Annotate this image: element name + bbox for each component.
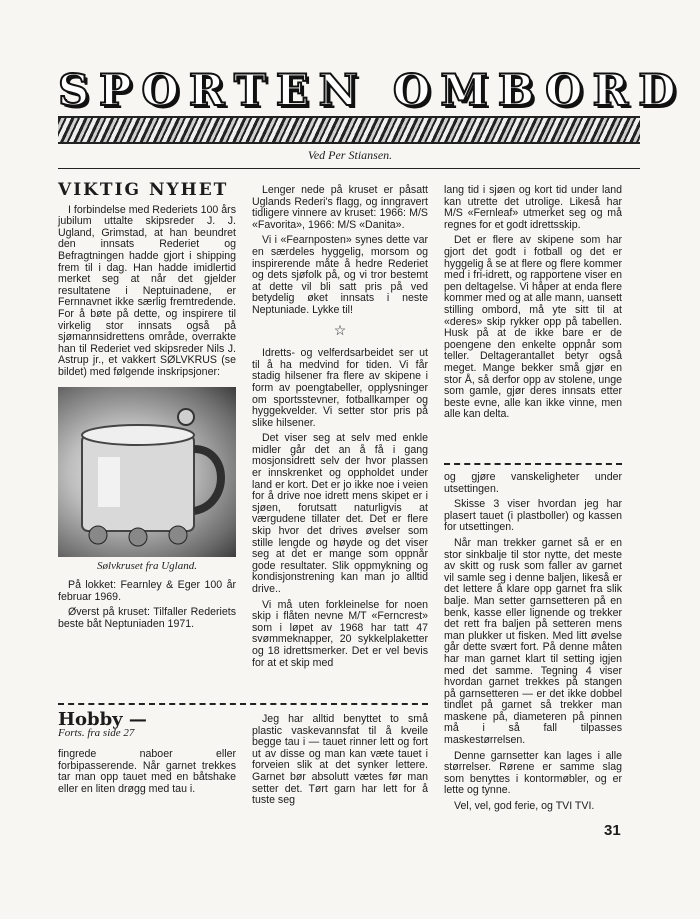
hobby-heading: Hobby — [58,709,147,730]
mug-illustration [58,387,236,557]
silver-mug-photo [58,387,236,557]
hobby-paragraph: Jeg har alltid benyttet to små plastic vaskevannsfat til å kveile begge tau i — tauet rinner lett og fort ut av disse og man kan væte tauet i forveien slik at det synker lettere. Garnet bør absolutt vætes før man setter det. Tørt garn har lett for å tuste seg [252,713,428,807]
hobby-paragraph: fingrede naboer eller forbipasserende. Når garnet trekkes tar man opp tauet med en båtshake eller en liten drøgg med tau i. [58,748,236,795]
hobby-column-2 [252,714,428,811]
col2-paragraph: Idretts- og velferdsarbeidet ser ut til å ha medvind for tiden. Vi får stadig hilsener fra flere av skipene i form av poengtabeller, opplysninger om sportsstevner, fotballkamper og hyggekvelder. Vi setter stor pris på slike hilsener. [252,347,428,429]
rope-divider [58,116,640,144]
column-1 [58,180,236,634]
col3-paragraph: lang tid i sjøen og kort tid under land kan utrette det utrolige. Likeså har M/S «Fernleaf» utmerket seg og må regnes for et godt idrettsskip. [444,184,622,231]
col3-paragraph: Skisse 3 viser hvordan jeg har plasert tauet (i plastboller) og kassen for utsettingen. [444,498,622,534]
star-separator: ☆ [333,321,347,338]
col2-paragraph: Lenger nede på kruset er påsatt Uglands Rederi's flagg, og inngravert tidligere vinnere av kruset: 1966: M/S «Favorita», 1966: M/S «Danita». [252,184,428,231]
col3-paragraph: Vel, vel, god ferie, og TVI TVI. [454,800,595,813]
col2-paragraph: Det viser seg at selv med enkle midler går det an å få i gang mosjonsidrett selv der hvor plassen er innskrenket og oppholdet under land er kort. Det er jo ikke noe i veien for å drive noe idrett mens skipet er i sjøen, forutsatt naturligvis at værgudene tillater det. Det er flere skip hvor det drives øvelser som stille lengde og høyde og det viser seg at det er mange som oppnår gode resultater. Slik oppmykning og kondisjonstrening kan man jo alltid drive.. [252,432,428,595]
column-3-dashed-rule [444,463,622,465]
col3-paragraph: Denne garnsetter kan lages i alle størrelser. Rørene er samme slag som benyttes i kontormøbler, og er lette og tynne. [444,749,622,797]
masthead [58,62,686,120]
lid-inscription: På lokket: Fearnley & Eger 100 år februar 1969. [58,579,236,603]
col2-paragraph: Vi må uten forkleinelse for noen skip i flåten nevne M/T «Ferncrest» som i løpet av 1968 har tatt 47 svømmeknapper, 20 sykkelplaketter og 18 idrettsmerker. Det er vel bevis for at et skip med [252,598,428,669]
col3-paragraph: og gjøre vanskeligheter under utsettingen. [444,471,622,495]
section-dashed-rule [58,703,428,705]
page-number: 31 [604,822,621,839]
col2-paragraph: Vi i «Fearnposten» synes dette var en særdeles hyggelig, morsom og inspirerende måte å hedre Rederiet og dets sjøfolk på, og vi tror bestemt at dette vil bli satt pris på ved betydelig øket innsats i neste Neptuniade. Lykke til! [252,234,428,316]
col3-paragraph: Når man trekker garnet så er en stor sinkbalje til stor nytte, det meste av skitt og rusk som faller av garnet vil samle seg i denne baljen, likeså er det lettere å klare opp garnet fra slik balje. Man setter garnsetteren på en benk, kasse eller lignende og trekker det rett fra baljen på setteren mens man plukker ut fisken. Med litt øvelse går dette svært fort. På denne måten har man garnet klart til setting igjen med det samme. Tegning 4 viser hvordan garnet trekkes på stangen på garnsetteren — er det ikke dobbel tindlet på garnet så trekker man maskene på, diameteren på pinnen må i så fall tilpasses maskestørrelsen. [444,536,622,747]
intro-paragraph: I forbindelse med Rederiets 100 års jubilum uttalte skipsreder J. J. Ugland, Grimstad, at han beundret den innsats Rederiet og Befragtningen hadde gjort i shipping frem til i dag. Han hadde imidlertid merket seg at når det gjelder resultatene i Neptuinadene, er Fernnavnet ikke særlig fremtredende. For å bøte på dette, og inspirere til virkelig stor innsats også på sjømannsidrettens område, overrakte han til Rederiet ved skipsreder Nils J. Astrup jr., et vakkert SØLVKRUS (se bildet) med følgende inskripsjoner: [58,203,236,378]
column-3 [444,185,622,425]
top-inscription: Øverst på kruset: Tilfaller Rederiets beste båt Neptuniaden 1971. [58,606,236,630]
photo-caption: Sølvkruset fra Ugland. [97,559,197,572]
column-2 [252,185,428,673]
byline: Ved Per Stiansen. [307,148,393,162]
hobby-continued-note: Forts. fra side 27 [58,726,135,739]
masthead-title: SPORTEN OMBORD [58,66,686,116]
top-rule [58,168,640,169]
col3-paragraph: Det er flere av skipene som har gjort det godt i fotball og det er hyggelig å se at flere og flere kommer med i fri-idrett, og rapportene viser en pen deltagelse. Vi håper at enda flere kommer med og at alle mann, uansett stilling ombord, må yte sitt til at «deres» skip rykker opp på tabellen. Husk på at de ikke bare er de poengene den enkelte oppnår som teller. Deltagerantallet betyr også meget. Mange bekker små gjør en stor Å, så derfor opp av stolene, unge som gamle, gjør deres innsats etter beste evne, alle kan ikke vinne, men alle kan delta. [444,234,622,421]
column-3-lower [444,472,622,817]
hobby-section [58,709,236,800]
article-heading: VIKTIG NYHET [58,180,229,200]
